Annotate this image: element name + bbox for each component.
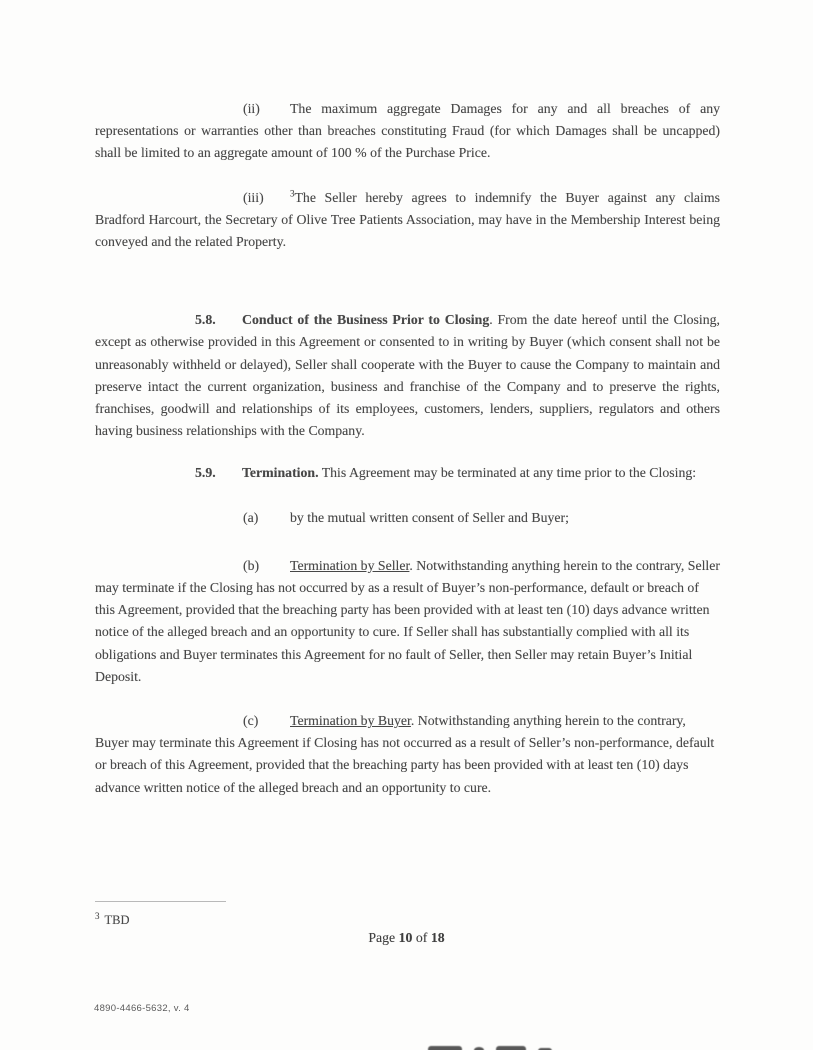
footnote-separator-line [95, 901, 226, 902]
section-number-5-9: 5.9. [195, 465, 216, 481]
page-number-current: 10 [398, 930, 413, 945]
list-item-a [95, 507, 720, 529]
section-number-5-8: 5.8. [195, 312, 216, 328]
section-5-8 [95, 309, 720, 442]
scan-artifact-mark [428, 1046, 462, 1050]
list-label-a: (a) [243, 509, 259, 525]
document-id-stamp: 4890-4466-5632, v. 4 [94, 1003, 190, 1014]
footnote [95, 910, 130, 928]
page-number [0, 930, 813, 946]
footnote-reference: 3 [290, 188, 295, 199]
document-body [95, 98, 720, 799]
list-label-b: (b) [243, 557, 260, 573]
paragraph-iii [95, 187, 720, 254]
list-label-iii: (iii) [243, 189, 264, 205]
list-label-ii: (ii) [243, 101, 260, 116]
list-label-c: (c) [243, 713, 259, 729]
list-item-c-text: . Notwithstanding anything herein to the contrary, Buyer may terminate this Agreement if Closing has not occurred as a result of Seller’s non-performance, default or breach of this Agreement, provided that the breaching party has been provided with at least ten (10) days advance written notice of the alleged breach and an opportunity to cure. [95, 713, 715, 795]
paragraph-ii-text: The maximum aggregate Damages for any and all breaches of any representations or warranties other than breaches constituting Fraud (for which Damages shall be uncapped) shall be limited to an aggregate amount of 100 % of the Purchase Price. [95, 101, 720, 161]
page-number-middle: of [412, 930, 431, 945]
footnote-text: TBD [104, 913, 130, 927]
list-item-b-underlined-heading: Termination by Seller [290, 557, 410, 573]
list-item-c [95, 710, 720, 799]
section-heading-5-9: Termination. [242, 465, 319, 481]
footnote-marker: 3 [95, 910, 100, 921]
list-item-a-text: by the mutual written consent of Seller and Buyer; [290, 509, 569, 525]
section-5-8-text: . From the date hereof until the Closing, except as otherwise provided in this Agreement or consented to in writing by Buyer (which consent shall not be unreasonably withheld or delayed), Seller shall cooperate with the Buyer to cause the Company to maintain and preserve intact the current organization, business and franchise of the Company and to preserve the rights, franchises, goodwill and relationships of its employees, customers, lenders, suppliers, regulators and others having business relationships with the Company. [95, 312, 720, 439]
list-item-b [95, 555, 720, 688]
paragraph-ii [95, 98, 720, 165]
paragraph-iii-text: The Seller hereby agrees to indemnify the Buyer against any claims Bradford Harcourt, the Secretary of Olive Tree Patients Association, may have in the Membership Interest being conveyed and the related Property. [95, 189, 720, 250]
section-5-9-text: This Agreement may be terminated at any time prior to the Closing: [318, 465, 697, 481]
section-heading-5-8: Conduct of the Business Prior to Closing [242, 312, 490, 328]
page-number-prefix: Page [368, 930, 399, 945]
section-5-9 [95, 462, 720, 484]
scan-artifact-mark [496, 1046, 526, 1050]
list-item-b-text: . Notwithstanding anything herein to the contrary, Seller may terminate if the Closing has not occurred by as a result of Buyer’s non-performance, default or breach of this Agreement, provided that the breaching party has been provided with at least ten (10) days advance written notice of the alleged breach and an opportunity to cure. If Seller shall has substantially complied with all its obligations and Buyer terminates this Agreement for no fault of Seller, then Seller may retain Buyer’s Initial Deposit. [95, 557, 720, 684]
scan-artifact [428, 1046, 552, 1050]
page-number-total: 18 [430, 930, 445, 945]
list-item-c-underlined-heading: Termination by Buyer [290, 713, 411, 729]
